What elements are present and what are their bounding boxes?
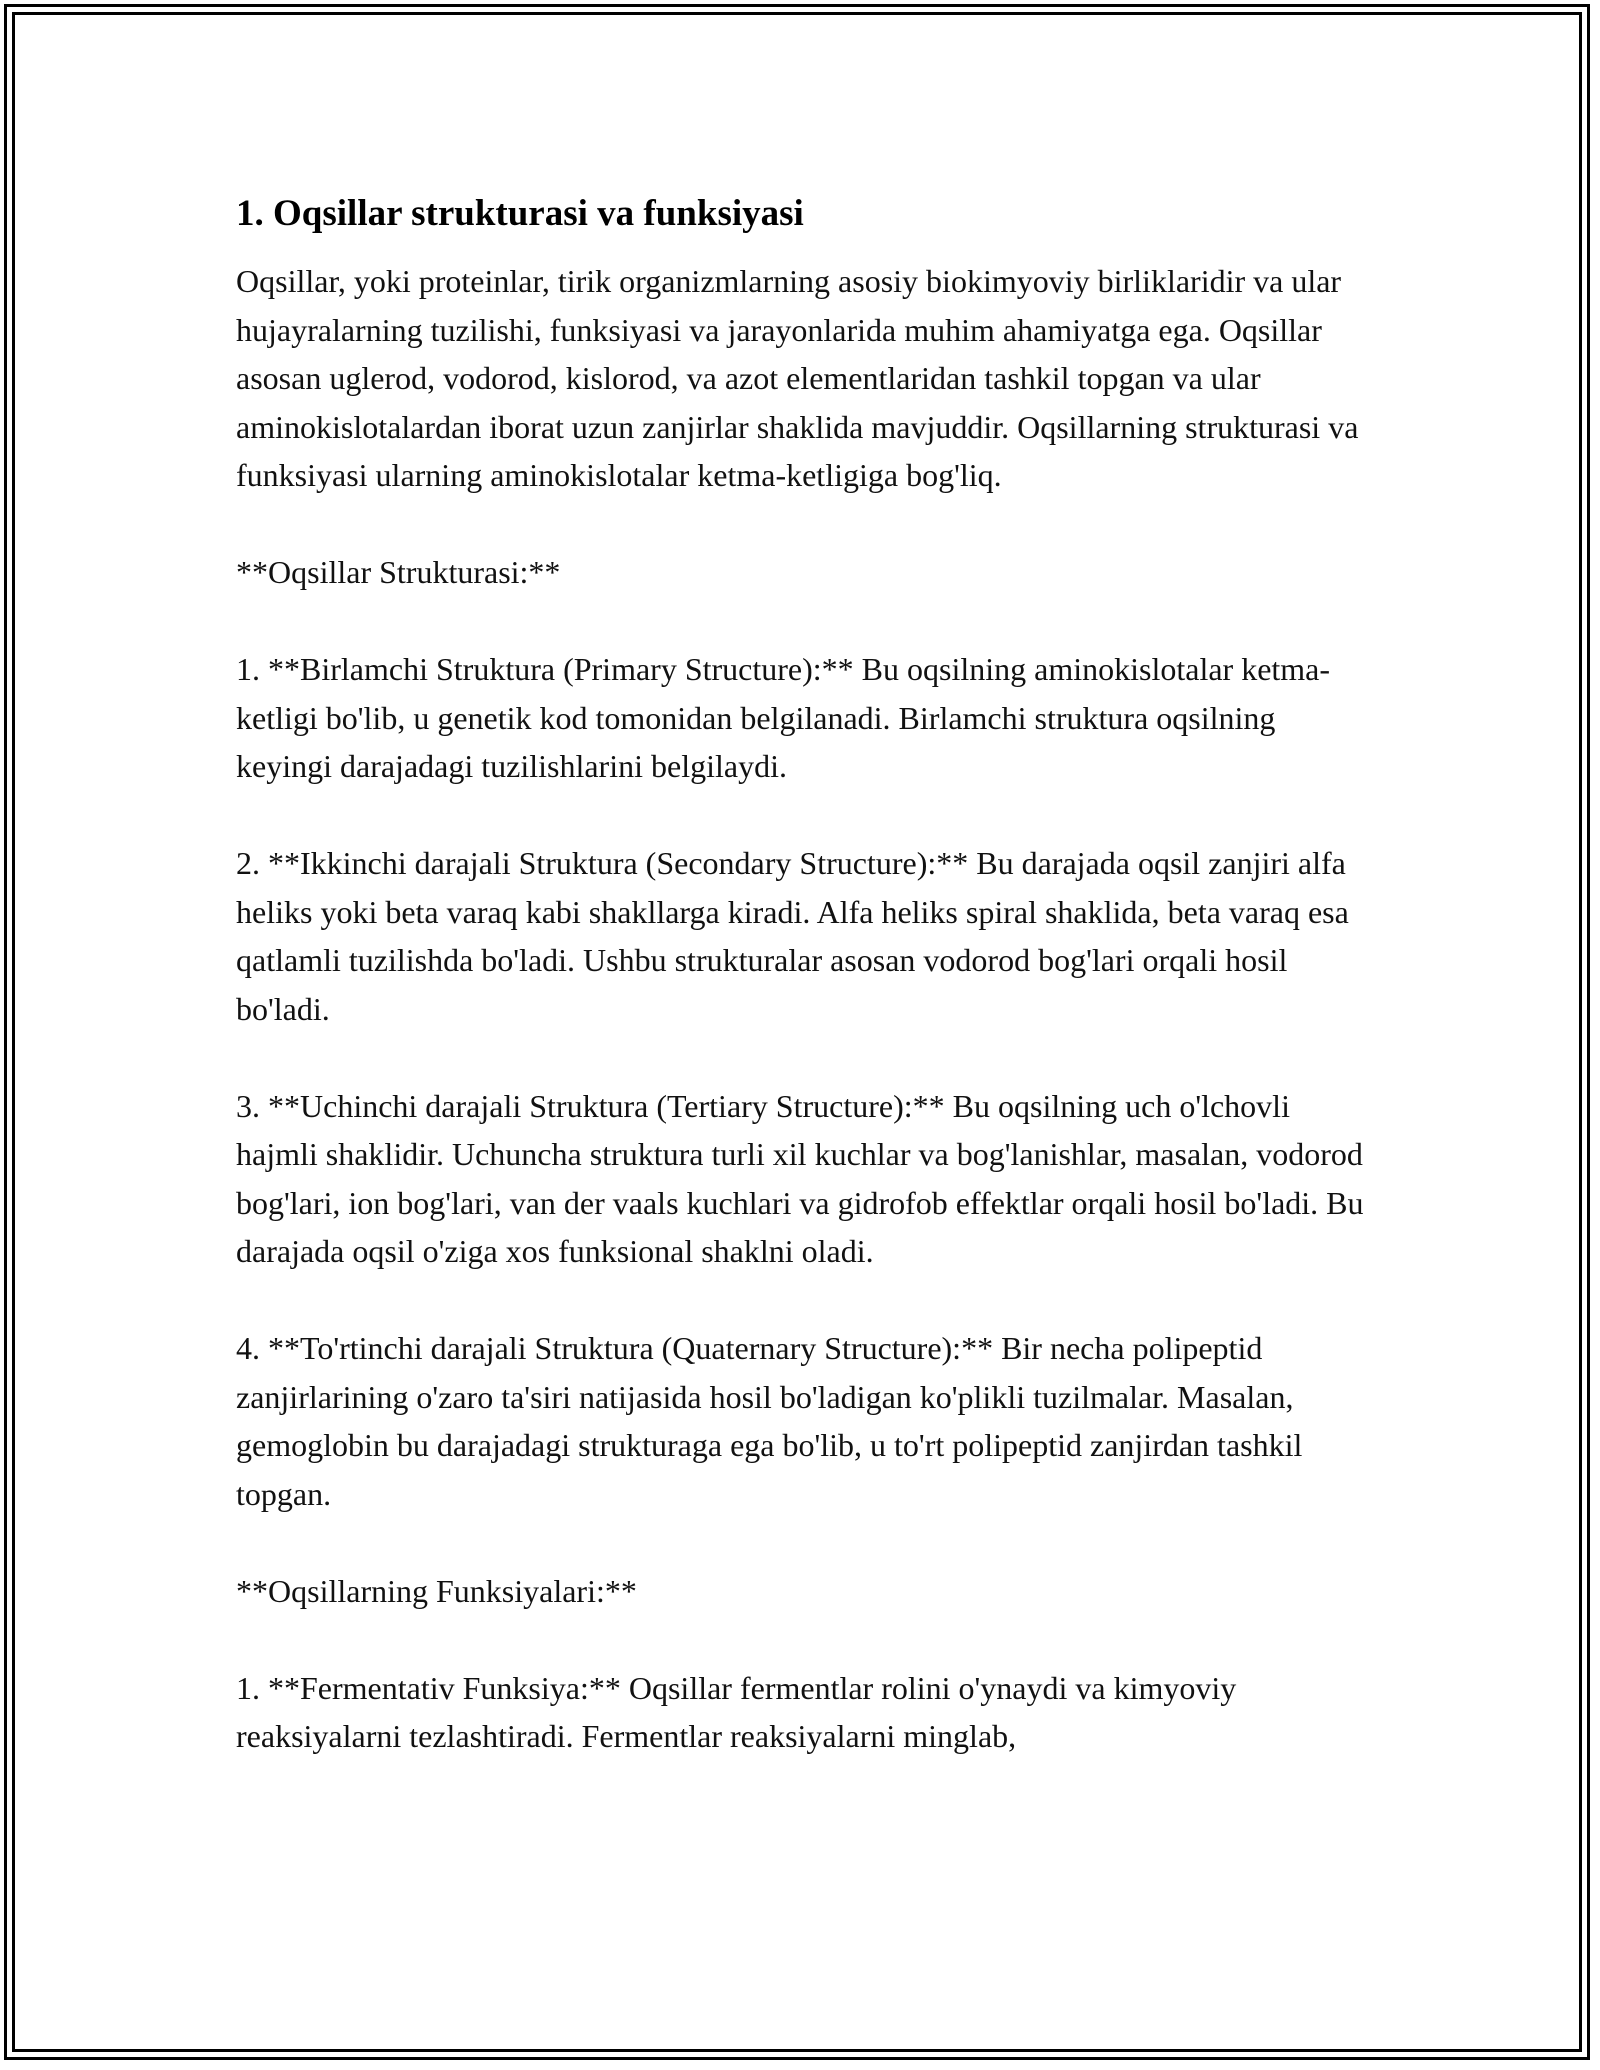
enzymatic-function-paragraph: 1. **Fermentativ Funksiya:** Oqsillar fermentlar rolini o'ynaydi va kimyoviy reaksiyalarni tezlashtiradi. Fermentlar reaksiyalarni minglab, — [236, 1669, 1237, 1754]
primary-structure-paragraph: 1. **Birlamchi Struktura (Primary Structure):** Bu oqsilning aminokislotalar ketma-ketligi bo'lib, u genetik kod tomonidan belgilanadi. Birlamchi struktura oqsilning keyingi darajadagi tuzilishlarini belgilaydi. — [236, 651, 1331, 784]
tertiary-structure-paragraph: 3. **Uchinchi darajali Struktura (Tertiary Structure):** Bu oqsilning uch o'lchovli hajmli shaklidir. Uchuncha struktura turli xil kuchlar va bog'lanishlar, masalan, vodorod bog'lari, ion bog'lari, van der vaals kuchlari va gidrofob effektlar orqali hosil bo'ladi. Bu darajada oqsil o'ziga xos funksional shaklni oladi. — [236, 1087, 1364, 1269]
page-title: 1. Oqsillar strukturasi va funksiyasi — [236, 193, 804, 234]
document-body — [236, 186, 1366, 1761]
secondary-structure-paragraph: 2. **Ikkinchi darajali Struktura (Secondary Structure):** Bu darajada oqsil zanjiri alfa heliks yoki beta varaq kabi shakllarga kiradi. Alfa heliks spiral shaklida, beta varaq esa qatlamli tuzilishda bo'ladi. Ushbu strukturalar asosan vodorod bog'lari orqali hosil bo'ladi. — [236, 845, 1349, 1027]
quaternary-structure-paragraph: 4. **To'rtinchi darajali Struktura (Quaternary Structure):** Bir necha polipeptid zanjirlarining o'zaro ta'siri natijasida hosil bo'ladigan ko'plikli tuzilmalar. Masalan, gemoglobin bu darajadagi strukturaga ega bo'lib, u to'rt polipeptid zanjirdan tashkil topgan. — [236, 1330, 1303, 1512]
functions-heading: **Oqsillarning Funksiyalari:** — [236, 1572, 637, 1609]
structure-heading: **Oqsillar Strukturasi:** — [236, 554, 561, 590]
intro-paragraph: Oqsillar, yoki proteinlar, tirik organizmlarning asosiy biokimyoviy birliklaridir va ular hujayralarning tuzilishi, funksiyasi va jarayonlarida muhim ahamiyatga ega. Oqsillar asosan uglerod, vodorod, kislorod, va azot elementlaridan tashkil topgan va ular aminokislotalardan iborat uzun zanjirlar shaklida mavjuddir. Oqsillarning strukturasi va funksiyasi ularning aminokislotalar ketma-ketligiga bog'liq. — [236, 263, 1359, 493]
